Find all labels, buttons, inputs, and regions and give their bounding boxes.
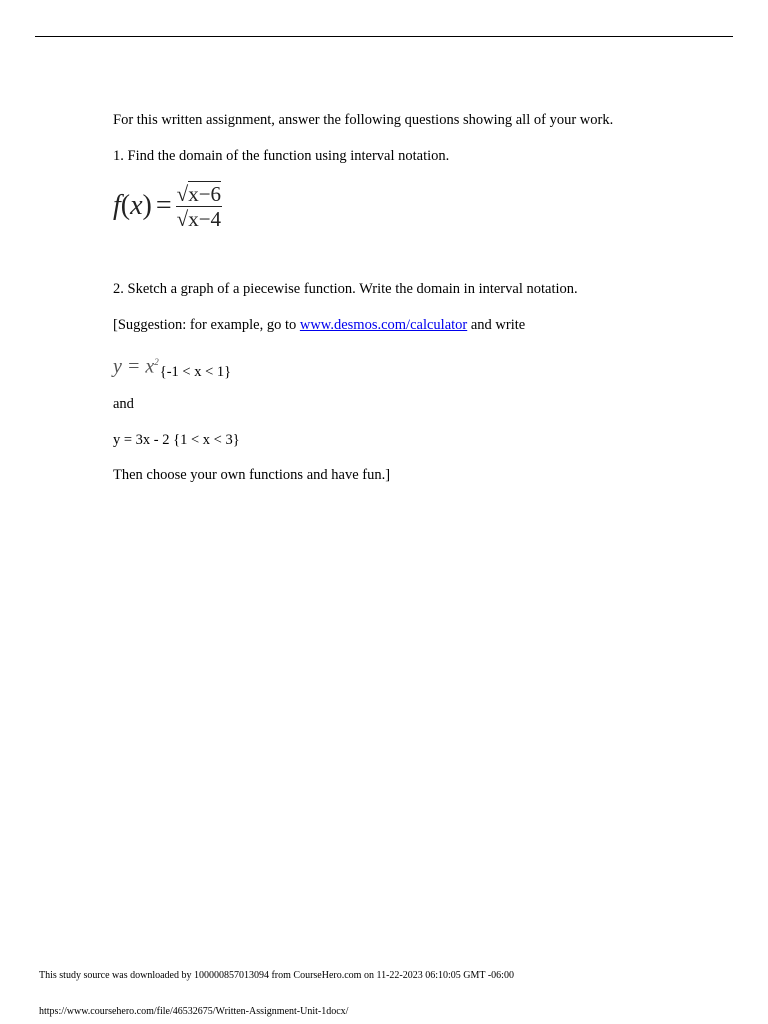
piecewise-equation-1 — [113, 350, 231, 379]
equation-1-domain: {-1 < x < 1} — [159, 363, 232, 380]
question-2-prompt: 2. Sketch a graph of a piecewise function. Write the domain in interval notation. — [113, 281, 578, 297]
radical-icon: √ — [176, 181, 189, 206]
desmos-link[interactable]: www.desmos.com/calculator — [299, 317, 468, 333]
function-equation — [113, 178, 222, 234]
suggestion-line: [Suggestion: for example, go to www.desmos.com/calculator and write — [113, 317, 526, 333]
intro-text: For this written assignment, answer the following questions showing all of your work. — [113, 112, 614, 128]
denominator: √x−4 — [176, 206, 222, 231]
equation-1-expression: $y = x^2$ — [113, 355, 159, 378]
source-url: https://www.coursehero.com/file/46532675/Written-Assignment-Unit-1docx/ — [39, 1006, 349, 1017]
closing-text: Then choose your own functions and have fun.] — [113, 467, 391, 483]
function-lhs: f(x) — [113, 190, 152, 221]
source-note: This study source was downloaded by 100000857013094 from CourseHero.com on 11-22-2023 06:10:05 GMT -06:00 — [39, 970, 514, 981]
numerator: √x−6 — [176, 181, 222, 206]
equals-sign: = — [155, 190, 172, 221]
fraction — [176, 182, 222, 231]
piecewise-equation-2: y = 3x - 2 {1 < x < 3} — [113, 432, 240, 448]
and-text: and — [113, 396, 134, 412]
radical-icon: √ — [176, 206, 189, 231]
header-rule — [35, 36, 733, 37]
question-1-prompt: 1. Find the domain of the function using interval notation. — [113, 148, 450, 164]
